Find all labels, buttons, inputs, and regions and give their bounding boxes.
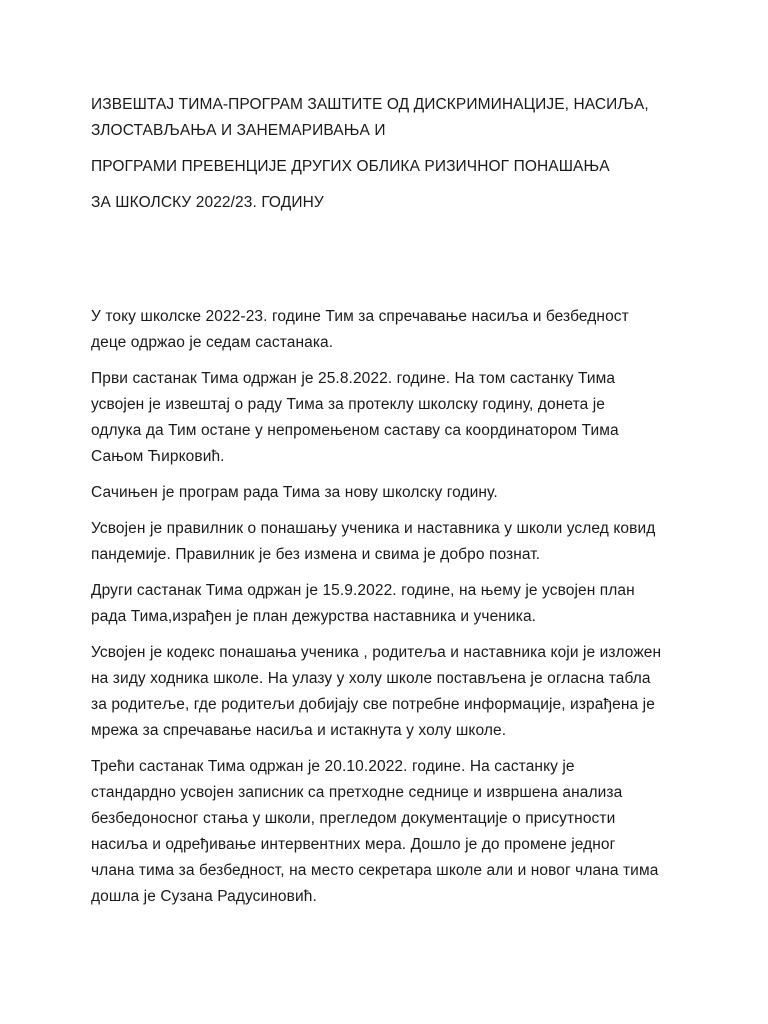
paragraph: [91, 640, 701, 744]
document-content: [91, 92, 701, 920]
paragraph-line: члана тима за безбедност, на место секретара школе али и новог члана тима: [91, 862, 659, 879]
paragraph-line: Сачињен је програм рада Тима за нову школску годину.: [91, 484, 498, 501]
paragraph: [91, 304, 701, 356]
title-line-2: ЗЛОСТАВЉАЊА И ЗАНЕМАРИВАЊА И: [91, 122, 386, 139]
paragraph-line: Усвојен је кодекс понашања ученика , родитеља и наставника који је изложен: [91, 644, 662, 661]
paragraph-line: безбедоносног стања у школи, прегледом документације о присутности: [91, 810, 616, 827]
title-line-3: ПРОГРАМИ ПРЕВЕНЦИЈЕ ДРУГИХ ОБЛИКА РИЗИЧНОГ ПОНАШАЊА: [91, 158, 610, 175]
paragraph-line: насиља и одређивање интервентних мера. Дошло је до промене једног: [91, 836, 616, 853]
paragraph-line: Сањом Ћирковић.: [91, 448, 225, 465]
paragraph: [91, 578, 701, 630]
document-subtitle-block: [91, 154, 701, 180]
paragraph-line: Усвојен је правилник о понашању ученика и наставника у школи услед ковид: [91, 520, 656, 537]
paragraph: [91, 516, 701, 568]
paragraph-line: У току школске 2022-23. године Тим за спречавање насиља и безбедност: [91, 308, 629, 325]
paragraph-line: на зиду ходника школе. На улазу у холу школе постављена је огласна табла: [91, 670, 651, 687]
title-spacer: [91, 216, 701, 304]
paragraph-line: Други састанак Тима одржан је 15.9.2022. године, на њему је усвојен план: [91, 582, 635, 599]
paragraph-line: стандардно усвојен записник са претходне седнице и извршена анализа: [91, 784, 623, 801]
title-line-1: ИЗВЕШТАЈ ТИМА-ПРОГРАМ ЗАШТИТЕ ОД ДИСКРИМИНАЦИЈЕ, НАСИЉА,: [91, 96, 649, 113]
paragraph-line: Трећи састанак Тима одржан је 20.10.2022. године. На састанку је: [91, 758, 575, 775]
paragraph: [91, 366, 701, 470]
paragraph-line: Први састанак Тима одржан је 25.8.2022. године. На том састанку Тима: [91, 370, 616, 387]
paragraph-line: дошла је Сузана Радусиновић.: [91, 888, 317, 905]
document-title-block: [91, 92, 701, 144]
paragraph: [91, 754, 701, 910]
paragraph-line: одлука да Тим остане у непромењеном саставу са координатором Тима: [91, 422, 619, 439]
paragraph-line: деце одржао је седам састанака.: [91, 334, 334, 351]
paragraph: [91, 480, 701, 506]
paragraph-line: усвојен је извештај о раду Тима за протеклу школску годину, донета је: [91, 396, 605, 413]
paragraph-line: рада Тима,израђен је план дежурства наставника и ученика.: [91, 608, 537, 625]
paragraph-line: за родитеље, где родитељи добијају све потребне информације, израђена је: [91, 696, 655, 713]
report-body: [91, 304, 701, 910]
paragraph-line: пандемије. Правилник је без измена и свима је добро познат.: [91, 546, 541, 563]
paragraph-line: мрежа за спречавање насиља и истакнута у холу школе.: [91, 722, 507, 739]
document-year-block: [91, 190, 701, 216]
title-line-4: ЗА ШКОЛСКУ 2022/23. ГОДИНУ: [91, 194, 324, 211]
